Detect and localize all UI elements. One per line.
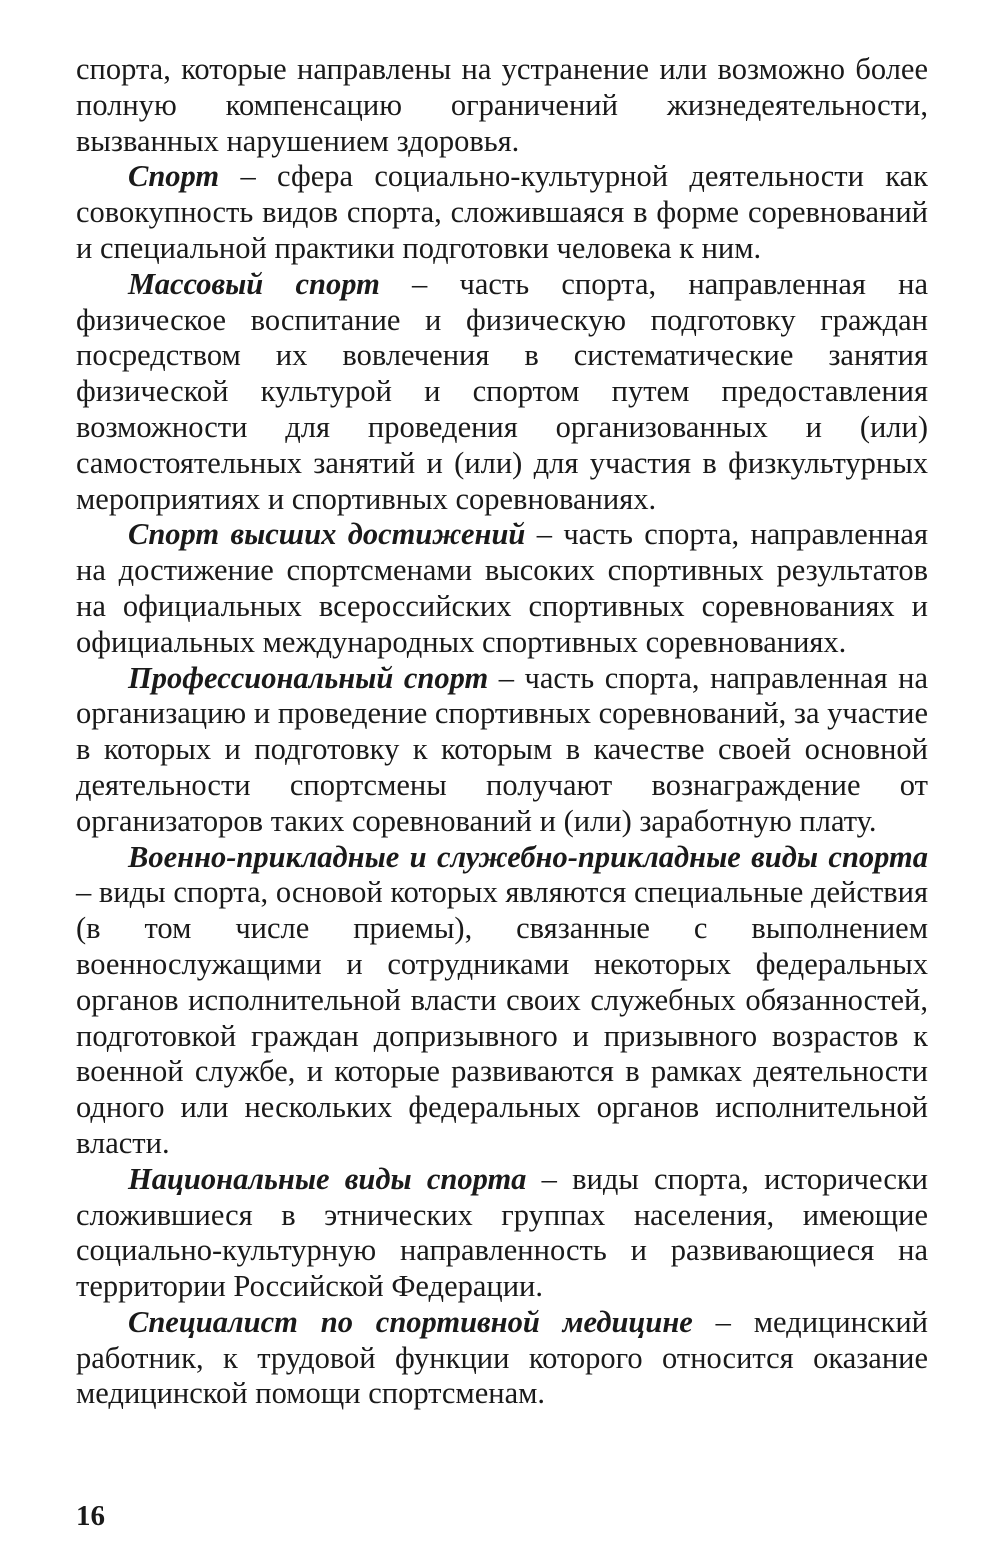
definition-military-applied-sports [76,840,928,1162]
definition-text: – виды спорта, исторически сложившиеся в этнических группах населения, имеющие социально-культурную направленность и развивающиеся на территории Российской Федерации. [76,1161,928,1304]
definition-term: Спорт [128,159,220,194]
definition-national-sports [76,1162,928,1305]
page-text [76,52,928,1412]
definition-text: – часть спорта, направленная на физическое воспитание и физическую подготовку граждан посредством их вовлечения в систематические занятия физической культурой и спортом путем предоставления возможности для проведения организованных и (или) самостоятельных занятий и (или) для участия в физкультурных мероприятиях и спортивных соревнованиях. [76,266,928,516]
definition-text: – виды спорта, основой которых являются специальные действия (в том числе приемы), связанные с выполнением военнослужащими и сотрудниками некоторых федеральных органов исполнительной власти своих служебных обязанностей, подготовкой граждан допризывного и призывного возрастов к военной службе, и которые развиваются в рамках деятельности одного или нескольких федеральных органов исполнительной власти. [76,875,928,1160]
definition-term: Национальные виды спорта [128,1161,527,1196]
definition-professional-sport [76,661,928,840]
definition-text: – медицинский работник, к трудовой функции которого относится оказание медицинской помощи спортсменам. [76,1304,928,1411]
definition-term: Массовый спорт [128,266,380,301]
definition-sport [76,159,928,266]
definition-term: Спорт высших достижений [128,517,526,552]
definition-text: – часть спорта, направленная на организацию и проведение спортивных соревнований, за участие в которых и подготовку к которым в качестве своей основной деятельности спортсмены получают вознаграждение от организаторов таких соревнований и (или) заработную плату. [76,660,929,838]
definition-term: Военно-прикладные и служебно-прикладные виды спорта [128,839,928,874]
definition-elite-sport [76,517,928,660]
definition-text: – сфера социально-культурной деятельности как совокупность видов спорта, сложившаяся в форме соревнований и специальной практики подготовки человека к ним. [76,159,928,265]
definition-mass-sport [76,267,928,518]
definition-text: – часть спорта, направленная на достижение спортсменами высоких спортивных результатов на официальных всероссийских спортивных соревнованиях и официальных международных спортивных соревнованиях. [76,517,928,659]
definition-sports-medicine-specialist [76,1305,928,1412]
page-number: 16 [76,1500,105,1532]
continuation-paragraph: спорта, которые направлены на устранение или возможно более полную компенсацию ограничений жизнедеятельности, вызванных нарушением здоровья. [76,52,928,158]
definition-term: Профессиональный спорт [128,660,489,695]
definition-term: Специалист по спортивной медицине [128,1304,693,1339]
